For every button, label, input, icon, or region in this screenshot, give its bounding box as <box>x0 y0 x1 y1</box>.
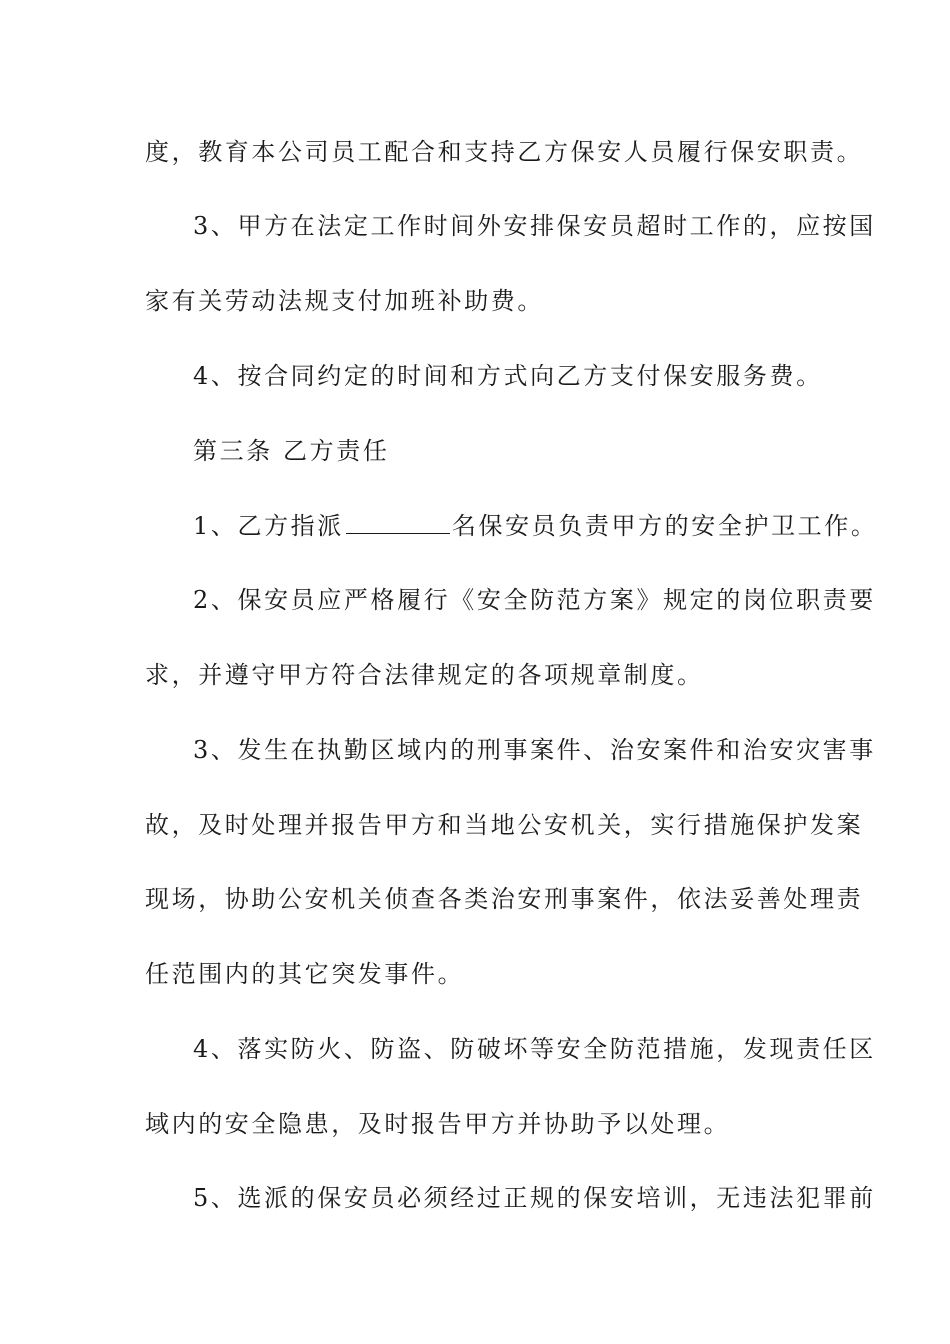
text-line: 2、保安员应严格履行《安全防范方案》规定的岗位职责要 <box>193 586 876 614</box>
text-line: 现场，协助公安机关侦查各类治安刑事案件，依法妥善处理责 <box>145 885 864 913</box>
text-line: 4、落实防火、防盗、防破坏等安全防范措施，发现责任区 <box>193 1035 876 1063</box>
section-heading: 第三条 乙方责任 <box>193 437 390 465</box>
text-line: 故，及时处理并报告甲方和当地公安机关，实行措施保护发案 <box>145 811 864 839</box>
clause-1-line <box>193 510 878 542</box>
fill-in-blank <box>346 511 450 534</box>
text-line: 5、选派的保安员必须经过正规的保安培训，无违法犯罪前 <box>193 1184 876 1212</box>
text-line: 域内的安全隐患，及时报告甲方并协助予以处理。 <box>145 1110 731 1138</box>
clause-1-prefix: 1、乙方指派 <box>193 512 344 540</box>
text-line: 3、甲方在法定工作时间外安排保安员超时工作的，应按国 <box>193 212 876 240</box>
text-line: 任范围内的其它突发事件。 <box>145 960 465 988</box>
clause-1-suffix: 名保安员负责甲方的安全护卫工作。 <box>451 512 878 540</box>
text-line: 求，并遵守甲方符合法律规定的各项规章制度。 <box>145 661 704 689</box>
text-line: 度，教育本公司员工配合和支持乙方保安人员履行保安职责。 <box>145 138 864 166</box>
text-line: 3、发生在执勤区域内的刑事案件、治安案件和治安灾害事 <box>193 736 876 764</box>
text-line: 4、按合同约定的时间和方式向乙方支付保安服务费。 <box>193 362 823 390</box>
text-line: 家有关劳动法规支付加班补助费。 <box>145 287 544 315</box>
